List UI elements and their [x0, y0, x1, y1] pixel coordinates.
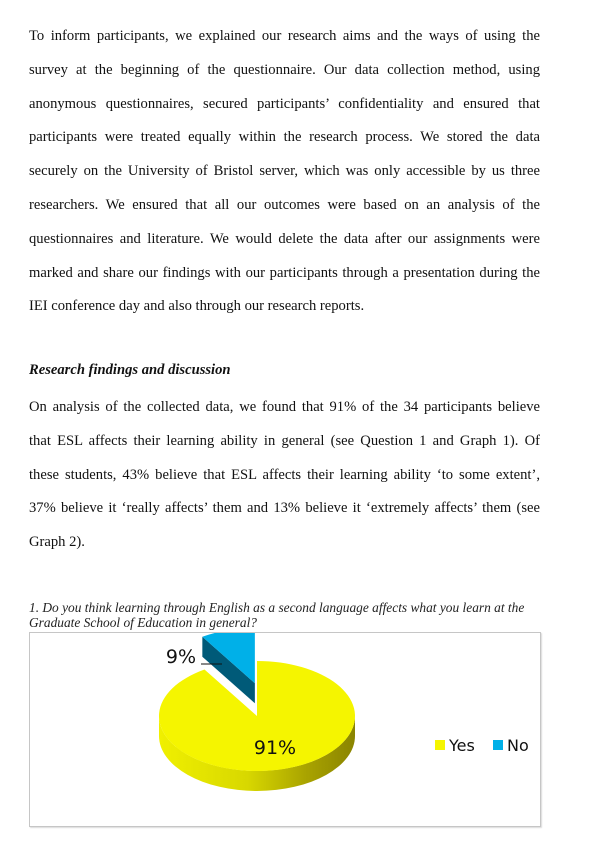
data-label-no: 9% [165, 646, 197, 668]
chart-legend [435, 736, 529, 755]
text-line: On analysis of the collected data, we found that 91% of the 34 participants believe [29, 399, 540, 415]
text-line: 37% believe it ‘really affects’ them and 13% believe it ‘extremely affects’ them (see [29, 500, 540, 517]
text-line: researchers. We ensured that all our outcomes were based on an analysis of the [29, 196, 540, 213]
text-line: anonymous questionnaires, secured participants’ confidentiality and ensured that [29, 95, 540, 112]
text-line: To inform participants, we explained our research aims and the ways of using the [29, 28, 540, 44]
pie-chart [29, 632, 541, 827]
text-line: participants were treated equally within the research process. We stored the data [29, 129, 540, 146]
legend-swatch-yes [435, 740, 445, 750]
text-line: that ESL affects their learning ability in general (see Question 1 and Graph 1). Of [29, 432, 540, 449]
legend-label-no: No [507, 736, 529, 755]
legend-label-yes: Yes [449, 736, 475, 755]
caption-line: 1. Do you think learning through English as a second language affects what you learn at the [29, 600, 525, 615]
text-line: these students, 43% believe that ESL affects their learning ability ‘to some extent’, [29, 466, 540, 483]
paragraph-findings [29, 391, 540, 560]
legend-swatch-no [493, 740, 503, 750]
text-line: Graph 2). [29, 534, 85, 551]
pie-chart-canvas [30, 633, 540, 826]
text-line: questionnaires and literature. We would delete the data after our assignments were [29, 230, 540, 247]
figure-caption [29, 600, 549, 630]
section-heading: Research findings and discussion [29, 362, 231, 378]
data-label-yes: 91% [253, 737, 297, 759]
text-line: survey at the beginning of the questionnaire. Our data collection method, using [29, 61, 540, 78]
caption-line: Graduate School of Education in general? [29, 615, 257, 630]
text-line: securely on the University of Bristol server, which was only accessible by us three [29, 163, 540, 180]
text-line: marked and share our findings with our participants through a presentation during the [29, 264, 540, 281]
text-line: IEI conference day and also through our research reports. [29, 298, 365, 315]
paragraph-ethics [29, 20, 540, 324]
